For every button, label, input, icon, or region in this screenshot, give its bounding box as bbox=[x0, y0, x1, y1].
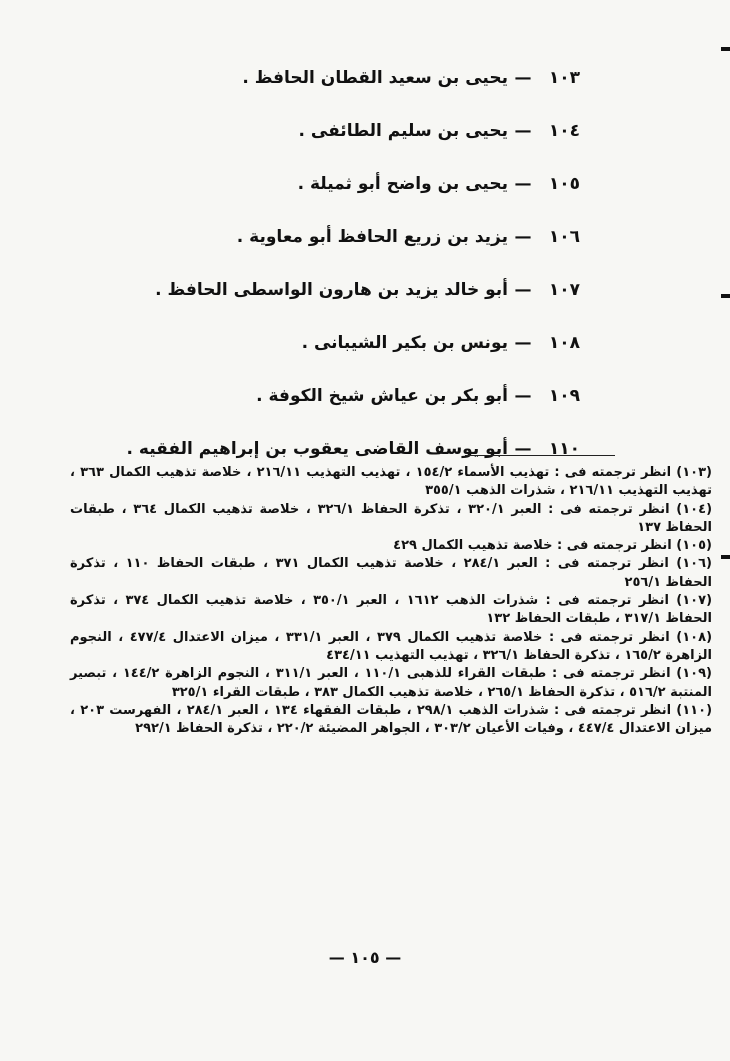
page-number: — ١٠٥ — bbox=[328, 948, 402, 967]
footnotes bbox=[70, 464, 712, 738]
footnote: (١٠٤) انظر ترجمته فى : العبر ٣٢٠/١ ، تذكرة الحفاظ ٣٢٦/١ ، خلاصة تذهيب الكمال ٣٦٤ ، طبقات الحفاظ ١٣٧ bbox=[70, 501, 713, 535]
scan-edge-mark bbox=[721, 555, 730, 559]
entry-dash: — bbox=[514, 333, 532, 353]
entry-number: ١٠٩ bbox=[548, 386, 580, 406]
list-item bbox=[110, 386, 580, 406]
footnote: (١٠٥) انظر ترجمته فى : خلاصة تذهيب الكمال ٤٢٩ bbox=[393, 538, 712, 554]
entry-number: ١٠٦ bbox=[548, 227, 580, 247]
entry-number: ١٠٥ bbox=[548, 174, 580, 194]
entry-text: يحيى بن سليم الطائفى . bbox=[298, 121, 508, 141]
entry-dash: — bbox=[514, 439, 532, 459]
entry-text: يحيى بن واضح أبو ثميلة . bbox=[297, 174, 508, 194]
entry-dash: — bbox=[514, 68, 532, 88]
entry-text: أبو خالد يزيد بن هارون الواسطى الحافظ . bbox=[155, 280, 508, 300]
entry-dash: — bbox=[514, 227, 532, 247]
list-item bbox=[110, 68, 580, 88]
entry-dash: — bbox=[514, 280, 532, 300]
scan-edge-mark bbox=[721, 47, 730, 51]
entry-dash: — bbox=[514, 174, 532, 194]
footnote: (١٠٧) انظر ترجمته فى : شذرات الذهب ١٦١٢ ، العبر ٣٥٠/١ ، خلاصة تذهيب الكمال ٣٧٤ ، تذكرة الحفاظ ٣١٧/١ ، طبقات الحفاظ ١٣٢ bbox=[70, 593, 713, 627]
footnote: (١٠٨) انظر ترجمته فى : خلاصة تذهيب الكمال ٣٧٩ ، العبر ٣٣١/١ ، ميزان الاعتدال ٤٧٧/٤ ، النجوم الزاهرة ١٦٥/٢ ، تذكرة الحفاظ ٣٢٦/١ ، تهذيب التهذيب ٤٣٤/١١ bbox=[70, 629, 713, 663]
footnote: (١٠٩) انظر ترجمته فى : طبقات القراء للذهبى ١١٠/١ ، العبر ٣١١/١ ، النجوم الزاهرة ١٤٤/٢ ، تبصير المنتبة ٥١٦/٢ ، تذكرة الحفاظ ٢٦٥/١ ، خلاصة تذهيب الكمال ٣٨٣ ، طبقات القراء ٣٢٥/١ bbox=[70, 666, 712, 700]
entry-number: ١٠٧ bbox=[548, 280, 580, 300]
list-item bbox=[110, 121, 580, 141]
entry-text: أبو بكر بن عياش شيخ الكوفة . bbox=[256, 386, 508, 406]
footnote: (١٠٦) انظر ترجمته فى : العبر ٢٨٤/١ ، خلاصة تذهيب الكمال ٣٧١ ، طبقات الحفاظ ١١٠ ، تذكرة الحفاظ ٢٥٦/١ bbox=[70, 556, 712, 590]
scan-edge-mark bbox=[721, 294, 730, 298]
entry-dash: — bbox=[514, 386, 532, 406]
entry-text: يزيد بن زريع الحافظ أبو معاوية . bbox=[236, 227, 508, 247]
list-item bbox=[110, 280, 580, 300]
list-item bbox=[110, 227, 580, 247]
entry-text: يونس بن بكير الشيبانى . bbox=[301, 333, 508, 353]
entry-text: أبو يوسف القاضى يعقوب بن إبراهيم الفقيه . bbox=[126, 439, 508, 459]
list-item bbox=[110, 174, 580, 194]
footnote: (١٠٣) انظر ترجمته فى : تهذيب الأسماء ١٥٤/٢ ، تهذيب التهذيب ٢١٦/١١ ، خلاصة تذهيب الكمال ٣٦٣ ، تهذيب التهذيب ٢١٦/١١ ، شذرات الذهب ٣٥٥/١ bbox=[70, 465, 712, 499]
entry-number: ١١٠ bbox=[548, 439, 580, 459]
entry-number: ١٠٨ bbox=[548, 333, 580, 353]
list-item bbox=[110, 333, 580, 353]
footnote: (١١٠) انظر ترجمته فى : شذرات الذهب ٢٩٨/١ ، طبقات الفقهاء ١٣٤ ، العبر ٢٨٤/١ ، الفهرست ٢٠٣ ، ميزان الاعتدال ٤٤٧/٤ ، وفيات الأعيان ٣٠٣/٢ ، الجواهر المضيئة ٢٢٠/٢ ، تذكرة الحفاظ ٢٩٢/١ bbox=[70, 702, 713, 737]
entry-number: ١٠٤ bbox=[548, 121, 580, 141]
entry-number: ١٠٣ bbox=[548, 68, 580, 88]
footnote-divider bbox=[465, 455, 615, 456]
list-item bbox=[110, 439, 580, 459]
entry-text: يحيى بن سعيد القطان الحافظ . bbox=[242, 68, 508, 88]
entry-dash: — bbox=[514, 121, 532, 141]
